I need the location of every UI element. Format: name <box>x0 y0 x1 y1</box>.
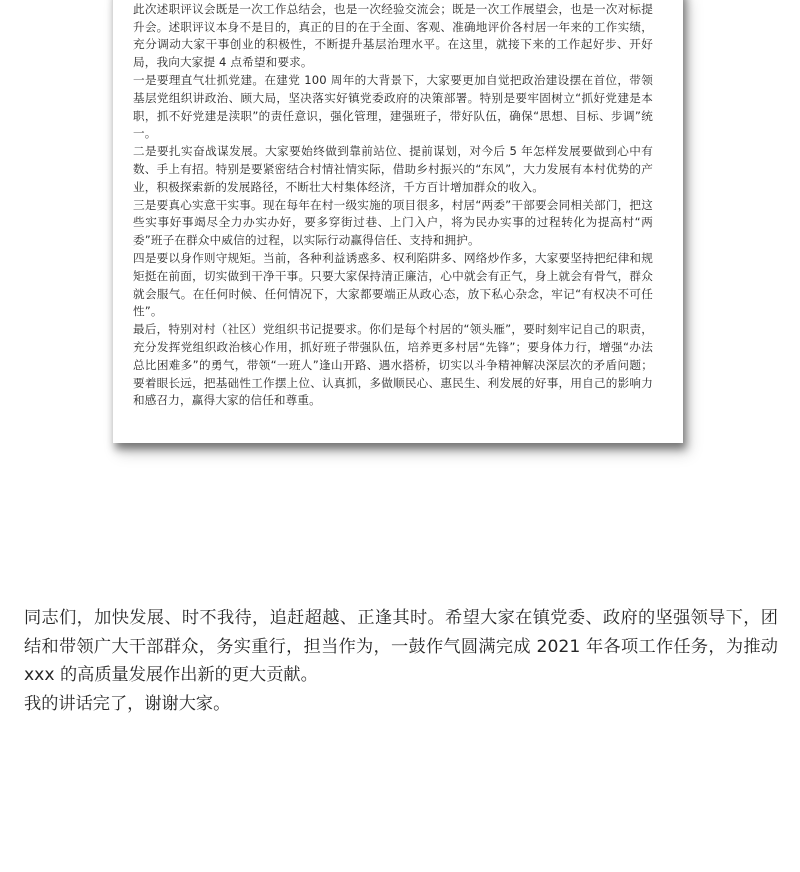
closing-thanks: 我的讲话完了，谢谢大家。 <box>24 693 231 714</box>
paragraph-point-four: 四是要以身作则守规矩。当前，各种利益诱惑多、权利陷阱多、网络炒作多，大家要坚持把纪律和规矩挺在前面，切实做到干净干事。只要大家保持清正廉洁，心中就会有正气，身上就会有骨气，群众就会服气。在任何时候、任何情况下，大家都要端正从政心态，放下私心杂念，牢记“有权决不可任性”。 <box>133 250 653 319</box>
closing-paragraph: 同志们，加快发展、时不我待，追赶超越、正逢其时。希望大家在镇党委、政府的坚强领导下，团结和带领广大干部群众，务实重行，担当作为，一鼓作气圆满完成 2021 年各项工作任务，为推动 xxx 的高质量发展作出新的更大贡献。 <box>24 608 778 686</box>
closing-section <box>24 604 778 718</box>
paragraph-review-meeting: 此次述职评议会既是一次工作总结会，也是一次经验交流会；既是一次工作展望会，也是一次对标提升会。述职评议本身不是目的，真正的目的在于全面、客观、准确地评价各村居一年来的工作实绩，充分调动大家干事创业的积极性，不断提升基层治理水平。在这里，就接下来的工作起好步、开好局，我向大家提 4 点希望和要求。 <box>133 1 653 70</box>
paragraph-point-three: 三是要真心实意干实事。现在每年在村一级实施的项目很多，村居“两委”干部要会同相关部门，把这些实事好事竭尽全力办实办好，要多穿街过巷、上门入户，将为民办实事的过程转化为提高村“两委”班子在群众中威信的过程，以实际行动赢得信任、支持和拥护。 <box>133 197 653 248</box>
document-page-preview <box>112 0 683 443</box>
paragraph-point-one: 一是要理直气壮抓党建。在建党 100 周年的大背景下，大家要更加自觉把政治建设摆在首位，带领基层党组织讲政治、顾大局，坚决落实好镇党委政府的决策部署。特别是要牢固树立“抓好党建是本职，抓不好党建是渎职”的责任意识，强化管理，建强班子，带好队伍，确保“思想、目标、步调”统一。 <box>133 72 653 141</box>
paragraph-final-requirements: 最后，特别对村（社区）党组织书记提要求。你们是每个村居的“领头雁”，要时刻牢记自己的职责，充分发挥党组织政治核心作用，抓好班子带强队伍，培养更多村居“先锋”；要身体力行，增强“办法总比困难多”的勇气，带领“一班人”逢山开路、遇水搭桥，切实以斗争精神解决深层次的矛盾问题；要着眼长远，把基础性工作摆上位、认真抓，多做顺民心、惠民生、利发展的好事，用自己的影响力和感召力，赢得大家的信任和尊重。 <box>133 322 653 408</box>
document-page-text <box>133 0 653 410</box>
paragraph-point-two: 二是要扎实奋战谋发展。大家要始终做到靠前站位、提前谋划，对今后 5 年怎样发展要做到心中有数、手上有招。特别是要紧密结合村情社情实际，借助乡村振兴的“东风”，大力发展有本村优势的产业，积极探索新的发展路径，不断壮大村集体经济，千方百计增加群众的收入。 <box>133 144 653 194</box>
